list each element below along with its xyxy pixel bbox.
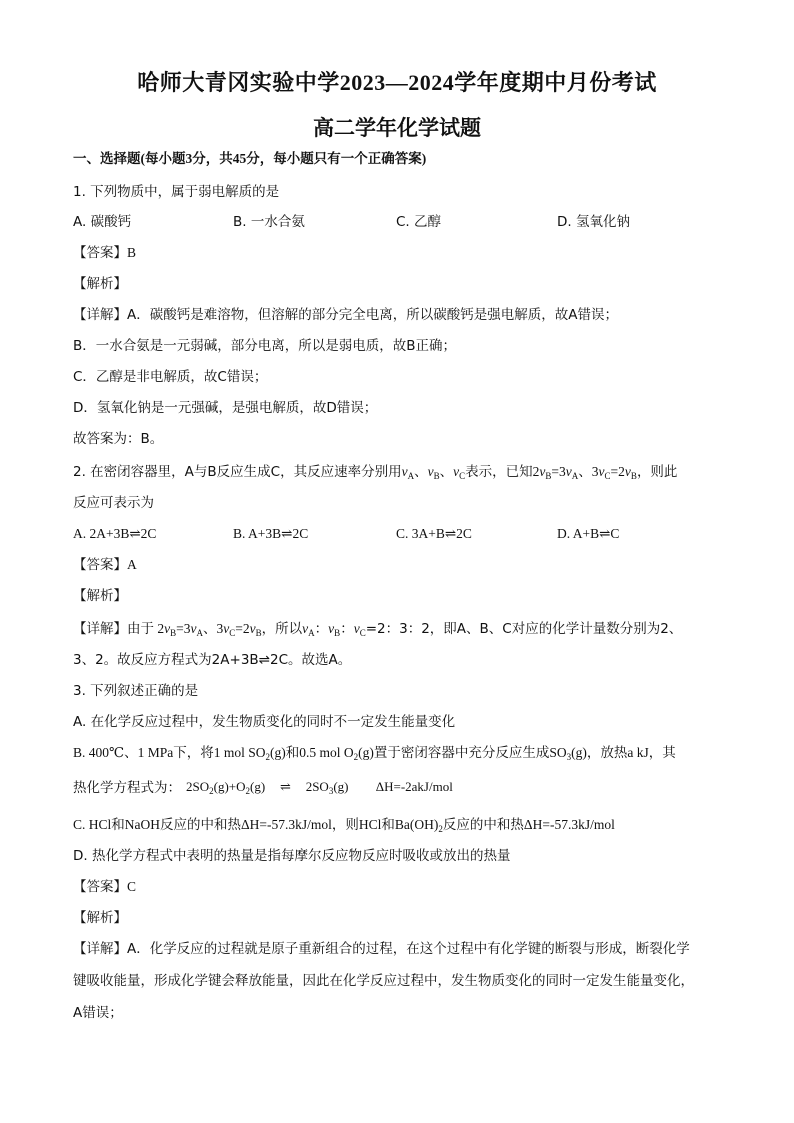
- q1-analysis-label: 【解析】: [73, 276, 127, 292]
- q3-option-b-line2: 热化学方程式为：: [73, 780, 181, 796]
- q3-option-d: D. 热化学方程式中表明的热量是指每摩尔反应物反应时吸收或放出的热量: [73, 848, 511, 864]
- q1-option-d: D. 氢氧化钠: [557, 214, 630, 230]
- q1-stem: 1. 下列物质中，属于弱电解质的是: [73, 184, 280, 200]
- q3-equation: $2SO_2(g)+O_2(g)$ ⇌ $2SO_3(g)$ ΔH=-2akJ/mol: [186, 779, 453, 796]
- q2-stem: 2. 在密闭容器里，A与B反应生成C，其反应速率分别用$v_A$、$v_B$、$v_C$表示，已知$2v_B=3v_A$、$3v_C=2v_B$，则此: [73, 464, 678, 481]
- detail-label: 【详解】: [73, 307, 127, 323]
- q3-option-b: B. 400℃、1 MPa下，将1 mol $SO_2(g)$和0.5 mol $O_2(g)$置于密闭容器中充分反应生成$SO_3(g)$，放热a kJ，其: [73, 745, 676, 762]
- q1-detail-3: C．乙醇是非电解质，故C错误；: [73, 369, 268, 385]
- q1-option-a: A. 碳酸钙: [73, 214, 132, 230]
- q2-answer-value: A: [127, 557, 137, 572]
- answer-label: 【答案】: [73, 557, 127, 573]
- q1-answer: [73, 244, 136, 262]
- q2-option-a: A. 2A+3B⇌2C: [73, 526, 157, 541]
- q1-detail-1: 【详解】A．碳酸钙是难溶物，但溶解的部分完全电离，所以碳酸钙是强电解质，故A错误；: [73, 307, 618, 323]
- q2-detail-1: 【详解】由于 $2v_B=3v_A$、$3v_C=2v_B$，所以$v_A$：$v_B$：$v_C=2$：3：2，即A、B、C对应的化学计量数分别为2、: [73, 621, 683, 638]
- q2-option-c: C. 3A+B⇌2C: [396, 526, 472, 541]
- q1-option-b: B. 一水合氨: [233, 214, 305, 230]
- answer-label: 【答案】: [73, 879, 127, 895]
- q1-detail-5: 故答案为：B。: [73, 431, 164, 447]
- answer-label: 【答案】: [73, 245, 127, 261]
- section-heading: 一、选择题(每小题3分，共45分，每小题只有一个正确答案): [73, 151, 427, 166]
- q2-detail-2: 3、2。故反应方程式为2A+3B⇌2C。故选A。: [73, 652, 352, 668]
- exam-subtitle: 高二学年化学试题: [313, 116, 481, 140]
- q3-option-a: A. 在化学反应过程中，发生物质变化的同时不一定发生能量变化: [73, 714, 456, 730]
- exam-title: 哈师大青冈实验中学2023—2024学年度期中月份考试: [137, 70, 657, 95]
- q2-option-b: B. A+3B⇌2C: [233, 526, 309, 541]
- q2-stem-line2: 反应可表示为: [73, 495, 154, 511]
- q2-analysis-label: 【解析】: [73, 588, 127, 604]
- q1-answer-value: B: [127, 245, 137, 260]
- q3-answer: [73, 878, 136, 896]
- detail-label: 【详解】: [73, 621, 127, 637]
- q1-option-c: C. 乙醇: [396, 214, 442, 230]
- equilibrium-arrow-icon: ⇌: [279, 779, 291, 794]
- q1-detail-2: B．一水合氨是一元弱碱，部分电离，所以是弱电质，故B正确；: [73, 338, 457, 354]
- q3-detail-2: 键吸收能量，形成化学键会释放能量，因此在化学反应过程中，发生物质变化的同时一定发生能量变化，: [73, 973, 694, 989]
- q3-stem: 3. 下列叙述正确的是: [73, 683, 199, 699]
- q3-detail-1: 【详解】A．化学反应的过程就是原子重新组合的过程，在这个过程中有化学键的断裂与形成，断裂化学: [73, 941, 690, 957]
- q2-option-d: D. A+B⇌C: [557, 526, 620, 541]
- q2-answer: [73, 556, 137, 574]
- q3-detail-3: A错误；: [73, 1005, 123, 1021]
- detail-label: 【详解】: [73, 941, 127, 957]
- q1-detail-4: D．氢氧化钠是一元强碱，是强电解质，故D错误；: [73, 400, 378, 416]
- q3-answer-value: C: [127, 879, 137, 894]
- q3-analysis-label: 【解析】: [73, 910, 127, 926]
- q3-option-c: C. HCl和NaOH反应的中和热ΔH=-57.3kJ/mol，则HCl和$Ba(OH)_2$反应的中和热ΔH=-57.3kJ/mol: [73, 817, 615, 834]
